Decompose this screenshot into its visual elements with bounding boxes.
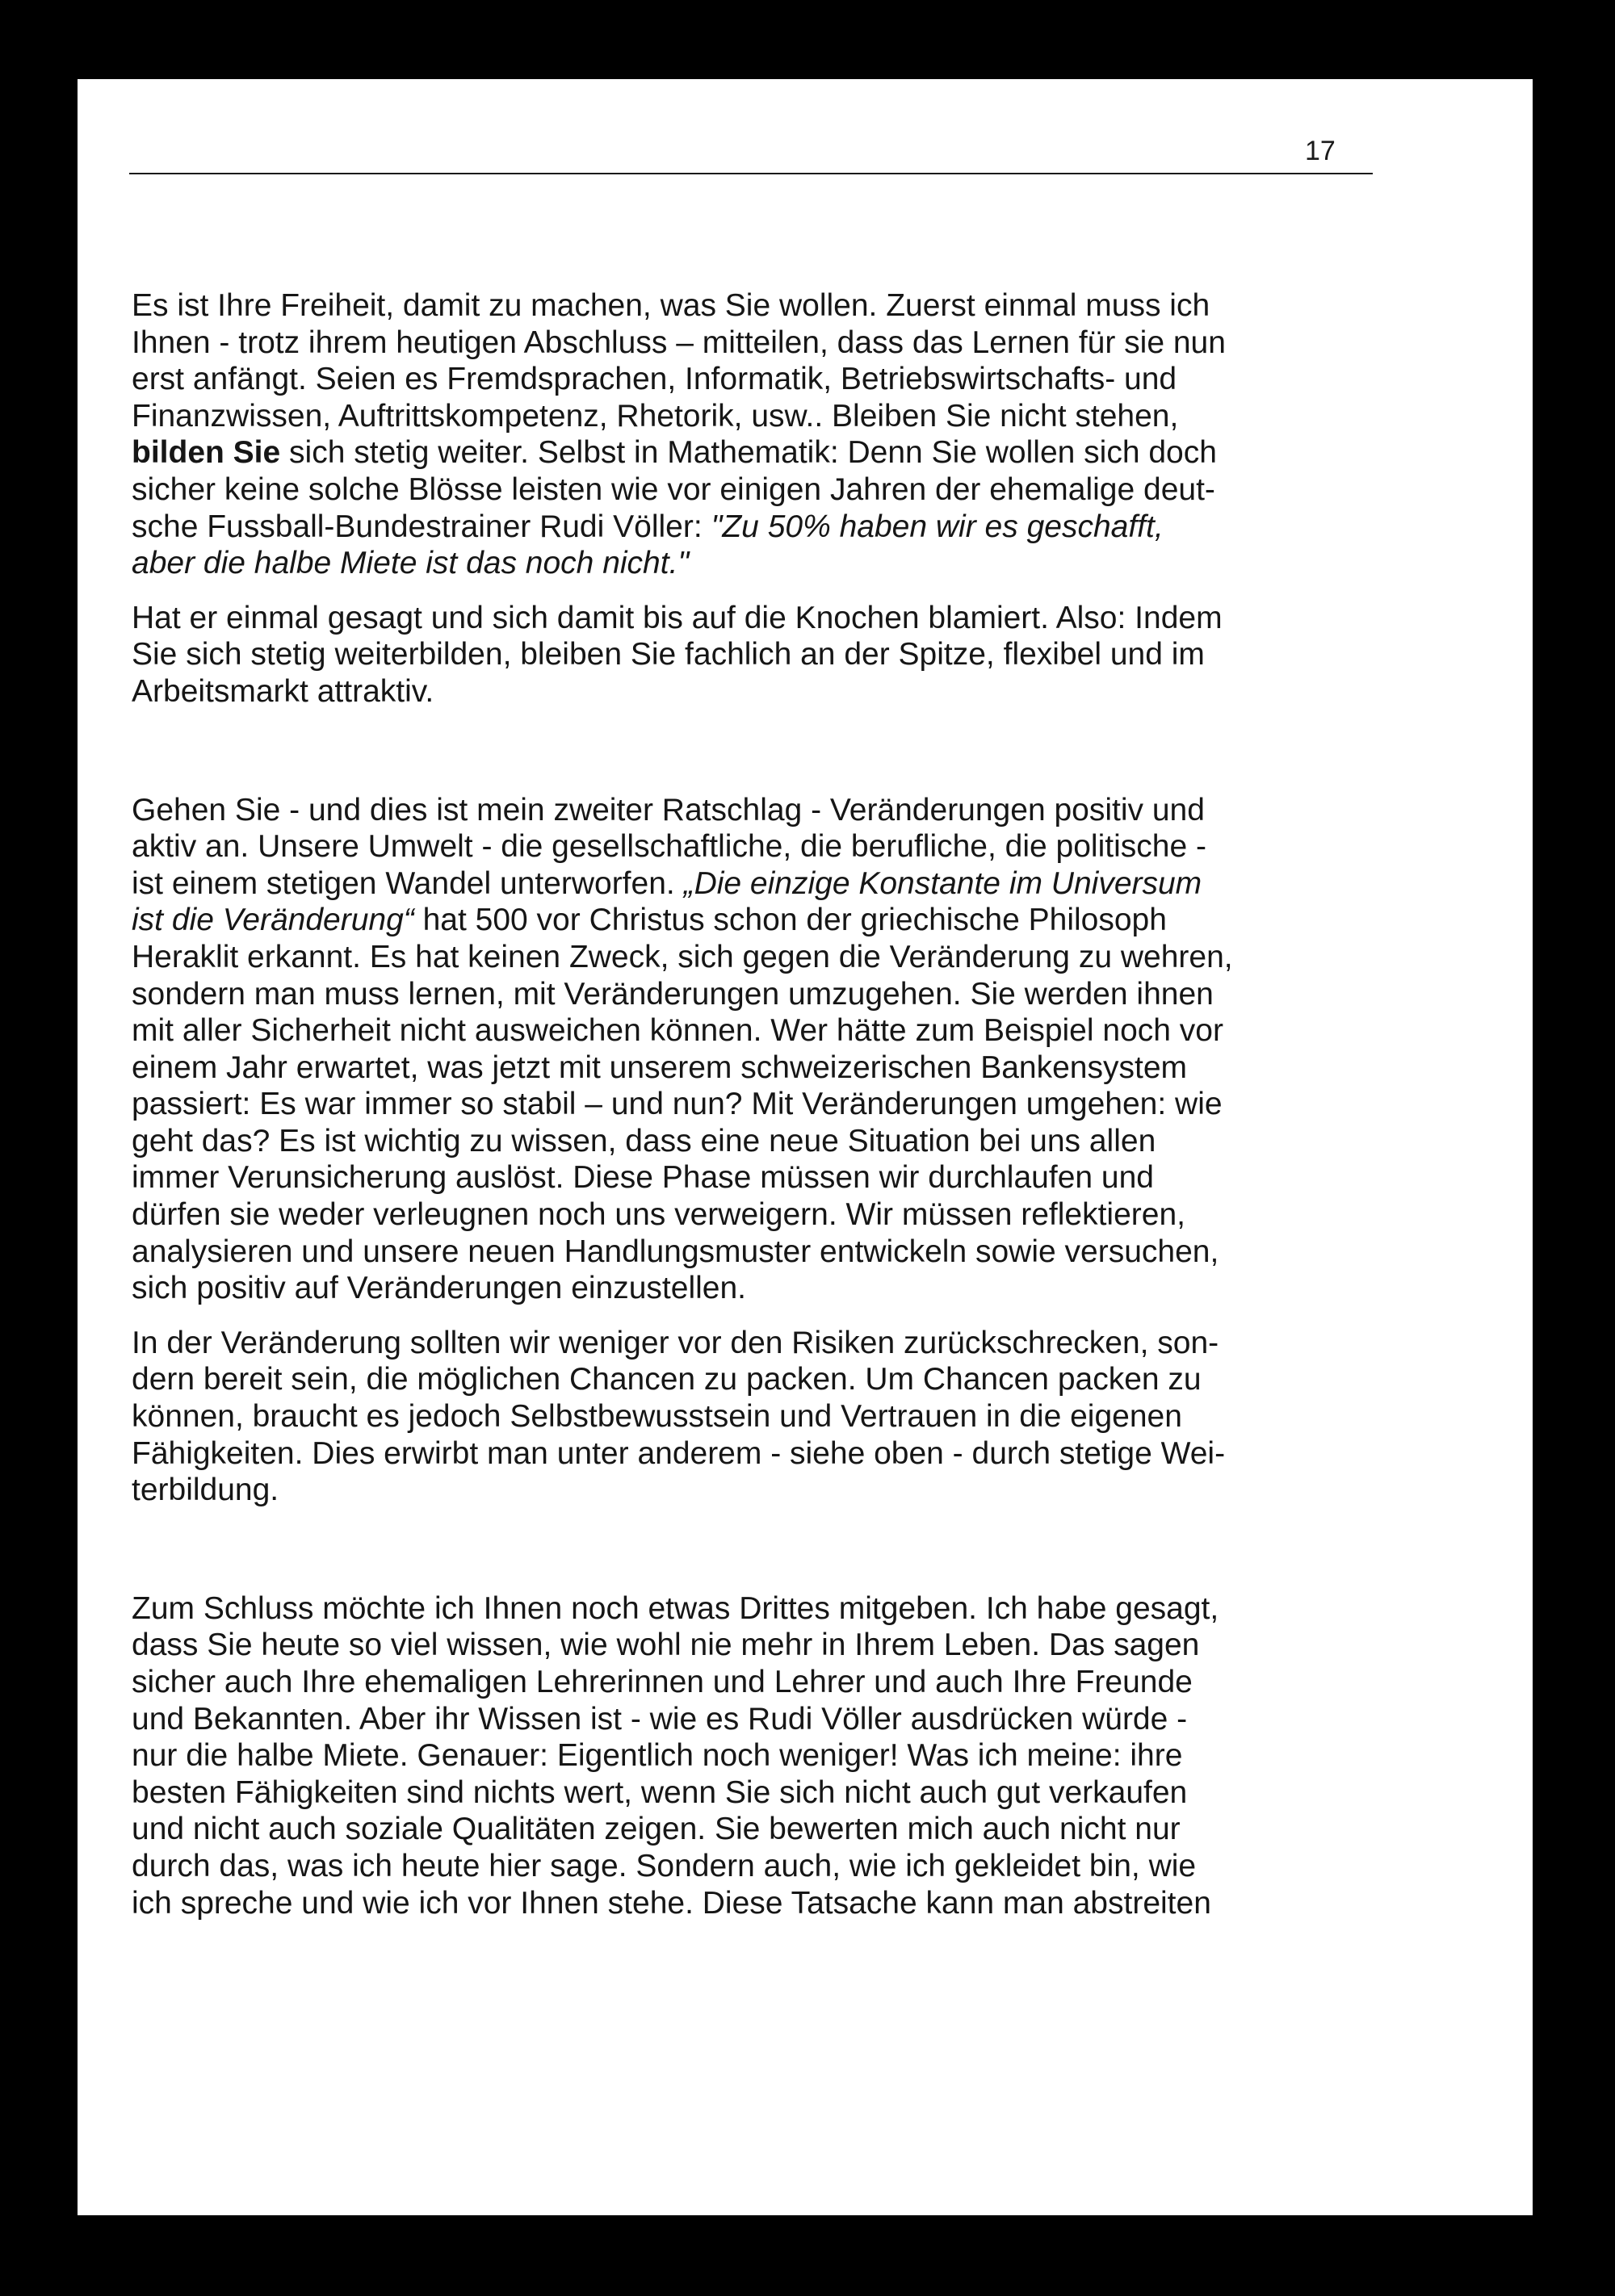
text-run: Ihnen - trotz ihrem heutigen Abschluss – mitteilen, dass das Lernen für sie nun: [132, 325, 1226, 360]
text-run: dürfen sie weder verleugnen noch uns verweigern. Wir müssen reflektieren,: [132, 1197, 1185, 1233]
text-line: [132, 1050, 1343, 1087]
text-line: [132, 1737, 1343, 1774]
paragraph-2: [132, 600, 1343, 710]
text-line: [132, 1086, 1343, 1123]
body-text: [132, 287, 1343, 1921]
text-run: und Bekannten. Aber ihr Wissen ist - wie es Rudi Völler ausdrücken würde -: [132, 1701, 1188, 1737]
text-run: Sie sich stetig weiterbilden, bleiben Sie fachlich an der Spitze, flexibel und im: [132, 637, 1205, 672]
text-line: [132, 828, 1343, 865]
italic-quote-run: ist die Veränderung“: [132, 903, 414, 938]
text-line: [132, 1012, 1343, 1050]
text-run: sich stetig weiter. Selbst in Mathematik: Denn Sie wollen sich doch: [280, 435, 1217, 471]
italic-quote-run: "Zu 50% haben wir es geschafft,: [711, 509, 1164, 544]
text-line: [132, 287, 1343, 325]
paragraph-5: [132, 1590, 1343, 1921]
paragraph-4: [132, 1325, 1343, 1509]
text-line: [132, 1361, 1343, 1398]
text-run: immer Verunsicherung auslöst. Diese Phase müssen wir durchlaufen und: [132, 1160, 1154, 1196]
text-run: und nicht auch soziale Qualitäten zeigen. Sie bewerten mich auch nicht nur: [132, 1812, 1181, 1847]
text-run: ich spreche und wie ich vor Ihnen stehe. Diese Tatsache kann man abstreiten: [132, 1885, 1211, 1921]
bold-text-run: bilden Sie: [132, 435, 281, 471]
text-line: [132, 361, 1343, 398]
text-line: [132, 1435, 1343, 1473]
italic-quote-run: aber die halbe Miete ist das noch nicht.": [132, 546, 690, 581]
text-run: hat 500 vor Christus schon der griechische Philosoph: [413, 903, 1167, 938]
text-run: terbildung.: [132, 1473, 279, 1508]
text-run: analysieren und unsere neuen Handlungsmuster entwickeln sowie versuchen,: [132, 1234, 1219, 1269]
text-run: ist einem stetigen Wandel unterworfen.: [132, 865, 684, 901]
text-run: Heraklit erkannt. Es hat keinen Zweck, sich gegen die Veränderung zu wehren,: [132, 939, 1233, 974]
text-line: [132, 865, 1343, 903]
text-run: Zum Schluss möchte ich Ihnen noch etwas Drittes mitgeben. Ich habe gesagt,: [132, 1590, 1219, 1626]
text-run: Fähigkeiten. Dies erwirbt man unter anderem - siehe oben - durch stetige Wei-: [132, 1435, 1226, 1471]
text-line: [132, 398, 1343, 435]
text-run: aktiv an. Unsere Umwelt - die gesellschaftliche, die berufliche, die politische -: [132, 829, 1206, 865]
text-line: [132, 1196, 1343, 1234]
text-line: [132, 1472, 1343, 1509]
text-run: können, braucht es jedoch Selbstbewusstsein und Vertrauen in die eigenen: [132, 1399, 1182, 1435]
text-line: [132, 471, 1343, 509]
text-run: passiert: Es war immer so stabil – und nun? Mit Veränderungen umgehen: wie: [132, 1087, 1223, 1122]
text-line: [132, 1627, 1343, 1664]
text-line: [132, 1664, 1343, 1701]
text-line: [132, 1270, 1343, 1307]
text-line: [132, 976, 1343, 1013]
text-run: Arbeitsmarkt attraktiv.: [132, 673, 434, 709]
text-line: [132, 1123, 1343, 1160]
text-line: [132, 545, 1343, 582]
page-number: 17: [1305, 136, 1336, 166]
text-line: [132, 902, 1343, 939]
italic-quote-run: „Die einzige Konstante im Universum: [683, 865, 1202, 901]
text-line: [132, 792, 1343, 829]
text-line: [132, 1398, 1343, 1435]
text-line: [132, 509, 1343, 546]
text-line: [132, 1701, 1343, 1738]
text-line: [132, 1159, 1343, 1196]
paragraph-3: [132, 792, 1343, 1307]
header-rule: [129, 173, 1373, 174]
text-line: [132, 1234, 1343, 1271]
text-run: Finanzwissen, Auftrittskompetenz, Rhetorik, usw.. Bleiben Sie nicht stehen,: [132, 398, 1179, 434]
text-run: dass Sie heute so viel wissen, wie wohl nie mehr in Ihrem Leben. Das sagen: [132, 1628, 1200, 1663]
text-run: erst anfängt. Seien es Fremdsprachen, Informatik, Betriebswirtschafts- und: [132, 362, 1177, 397]
text-run: Hat er einmal gesagt und sich damit bis auf die Knochen blamiert. Also: Indem: [132, 600, 1223, 635]
text-line: [132, 1590, 1343, 1628]
text-line: [132, 673, 1343, 710]
text-line: [132, 939, 1343, 976]
text-line: [132, 1774, 1343, 1812]
text-run: dern bereit sein, die möglichen Chancen zu packen. Um Chancen packen zu: [132, 1362, 1202, 1397]
text-run: mit aller Sicherheit nicht ausweichen können. Wer hätte zum Beispiel noch vor: [132, 1013, 1223, 1049]
text-run: sicher auch Ihre ehemaligen Lehrerinnen und Lehrer und auch Ihre Freunde: [132, 1665, 1193, 1699]
text-line: [132, 1325, 1343, 1362]
text-run: In der Veränderung sollten wir weniger vor den Risiken zurückschrecken, son-: [132, 1325, 1219, 1360]
paragraph-1: [132, 287, 1343, 582]
text-line: [132, 325, 1343, 362]
text-line: [132, 1848, 1343, 1885]
text-line: [132, 600, 1343, 637]
text-run: nur die halbe Miete. Genauer: Eigentlich noch weniger! Was ich meine: ihre: [132, 1738, 1183, 1774]
text-run: sche Fussball-Bundestrainer Rudi Völler:: [132, 509, 711, 544]
text-run: durch das, was ich heute hier sage. Sondern auch, wie ich gekleidet bin, wie: [132, 1848, 1197, 1883]
text-line: [132, 1885, 1343, 1922]
text-run: geht das? Es ist wichtig zu wissen, dass eine neue Situation bei uns allen: [132, 1123, 1156, 1158]
text-line: [132, 1811, 1343, 1848]
text-run: sich positiv auf Veränderungen einzustellen.: [132, 1271, 746, 1306]
text-run: sondern man muss lernen, mit Veränderungen umzugehen. Sie werden ihnen: [132, 976, 1214, 1012]
text-run: sicher keine solche Blösse leisten wie vor einigen Jahren der ehemalige deut-: [132, 471, 1215, 507]
text-run: Es ist Ihre Freiheit, damit zu machen, was Sie wollen. Zuerst einmal muss ich: [132, 288, 1210, 323]
text-run: Gehen Sie - und dies ist mein zweiter Ratschlag - Veränderungen positiv und: [132, 792, 1205, 827]
text-line: [132, 434, 1343, 471]
text-line: [132, 636, 1343, 673]
text-run: besten Fähigkeiten sind nichts wert, wenn Sie sich nicht auch gut verkaufen: [132, 1774, 1188, 1810]
text-run: einem Jahr erwartet, was jetzt mit unserem schweizerischen Bankensystem: [132, 1050, 1187, 1085]
